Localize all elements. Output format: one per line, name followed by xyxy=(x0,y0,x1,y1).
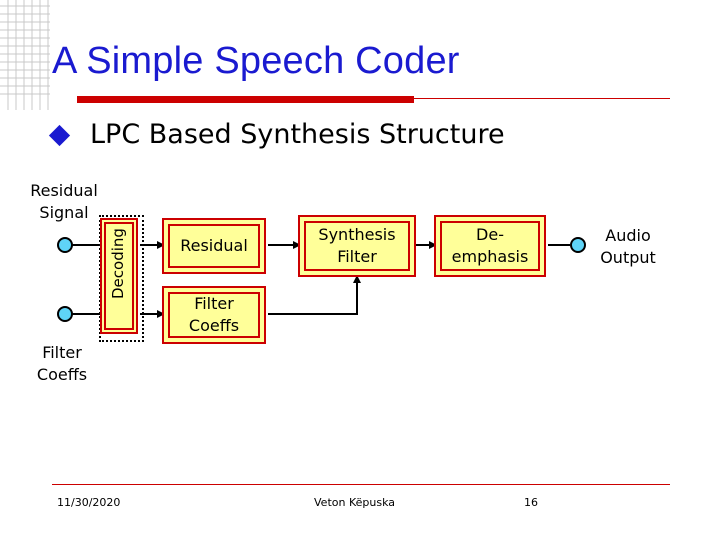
filter-coeffs-block-label: Filter Coeffs xyxy=(188,294,240,335)
audio-output-label: Audio Output xyxy=(600,226,656,267)
decoding-label: Decoding xyxy=(109,228,127,299)
footer-date: 11/30/2020 xyxy=(57,496,121,509)
page-number: 16 xyxy=(524,496,538,509)
bullet-text: LPC Based Synthesis Structure xyxy=(90,119,505,150)
filter-input-node xyxy=(57,306,73,322)
filter-coeffs-input-label: Filter Coeffs xyxy=(36,343,88,384)
filter-coeffs-block xyxy=(168,292,260,338)
deemphasis-label: De-emphasis xyxy=(451,225,529,266)
residual-block-label: Residual xyxy=(180,236,248,255)
residual-input-node xyxy=(57,237,73,253)
slide-title: A Simple Speech Coder xyxy=(52,40,460,82)
deemphasis-block xyxy=(440,221,540,271)
synthesis-filter-label: Synthesis Filter xyxy=(318,225,396,266)
residual-block xyxy=(168,224,260,268)
audio-output-node xyxy=(570,237,586,253)
footer-rule xyxy=(52,484,670,485)
synthesis-filter-block xyxy=(304,221,410,271)
wire-filter-synthesis xyxy=(268,276,357,314)
footer-author: Veton Këpuska xyxy=(314,496,395,509)
residual-signal-label: Residual Signal xyxy=(30,181,98,222)
